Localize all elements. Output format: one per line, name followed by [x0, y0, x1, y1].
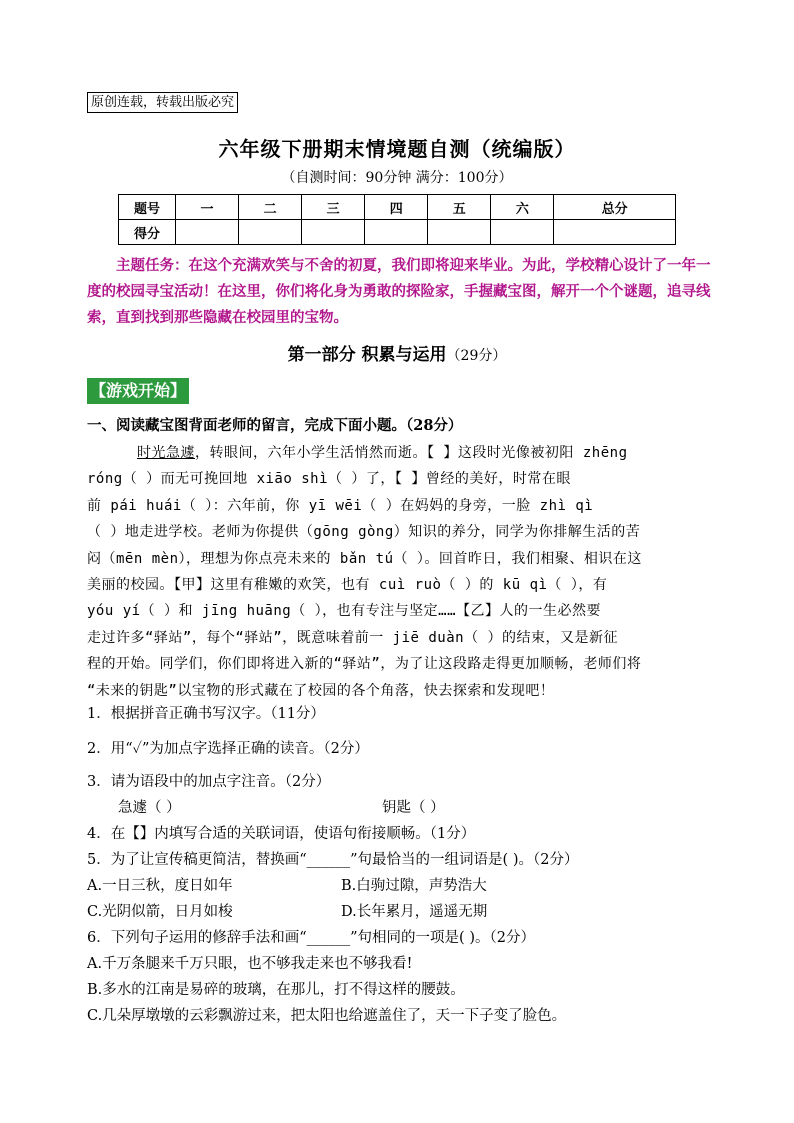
passage-line: 前 pái huái（ ）：六年前，你 yī wēi（ ）在妈妈的身旁，一脸 zhì qì: [87, 497, 594, 514]
sub-question-5: 5．为了让宣传稿更简洁，替换画“______”句最恰当的一组词语是( )。（2分）: [87, 852, 579, 868]
q3-blank-jiju[interactable]: 急遽（ ）: [118, 800, 181, 816]
passage-line: 闷（mēn mèn），理想为你点亮未来的 bǎn tú（ ）。回首昨日，我们相聚、相识在这: [87, 550, 642, 567]
passage-line: [87, 440, 709, 466]
q6-option-b[interactable]: B.多水的江南是易碎的玻璃，在那儿，打不得这样的腰鼓。: [87, 982, 465, 998]
part-title: 第一部分 积累与运用: [287, 345, 447, 365]
sub-question-1: 1．根据拼音正确书写汉字。（11分）: [87, 706, 325, 722]
q5-option-a[interactable]: A.一日三秋，度日如年: [87, 878, 233, 894]
score-blank-cell[interactable]: [302, 220, 365, 245]
score-blank-cell[interactable]: [239, 220, 302, 245]
q6-option-a[interactable]: A.千万条腿来千万只眼，也不够我走来也不够我看!: [87, 956, 413, 972]
score-header-cell: 二: [239, 195, 302, 220]
passage-line: “未来的钥匙”以宝物的形式藏在了校园的各个角落，快去探索和发现吧！: [87, 682, 555, 699]
q5-option-d[interactable]: D.长年累月，遥遥无期: [341, 904, 488, 920]
sub-question-6: 6．下列句子运用的修辞手法和画“______”句相同的一项是( )。（2分）: [87, 930, 535, 946]
score-header-cell: 四: [365, 195, 428, 220]
underlined-phrase: 时光急遽: [137, 445, 195, 461]
q5-option-b[interactable]: B.白驹过隙，声势浩大: [341, 878, 487, 894]
page-subtitle: （自测时间：90分钟 满分：100分）: [281, 170, 513, 186]
score-blank-cell[interactable]: [176, 220, 239, 245]
score-blank-cell[interactable]: [554, 220, 676, 245]
part-points: （29分）: [446, 348, 507, 364]
copyright-notice: 原创连载，转载出版必究: [87, 92, 238, 113]
score-blank-cell[interactable]: [428, 220, 491, 245]
sub-question-2: 2．用“✓”为加点字选择正确的读音。（2分）: [87, 741, 369, 757]
score-header-cell: 三: [302, 195, 365, 220]
part-heading: [0, 340, 794, 365]
score-row-label: 得分: [119, 220, 176, 245]
score-header-cell: 五: [428, 195, 491, 220]
passage-line: （ ）地走进学校。老师为你提供（gōng gòng）知识的养分，同学为你排解生活的苦: [87, 524, 641, 541]
score-table-header-row: [119, 195, 676, 220]
score-header-cell: 题号: [119, 195, 176, 220]
score-table-score-row: [119, 220, 676, 245]
passage-line: 走过许多“驿站”，每个“驿站”，既意味着前一 jiē duàn（ ）的结束，又是新征: [87, 629, 619, 646]
game-start-badge: 【游戏开始】: [87, 378, 189, 404]
question-one-heading: 一、阅读藏宝图背面老师的留言，完成下面小题。（28分）: [87, 417, 463, 434]
passage-text: ，转眼间，六年小学生活悄然而逝。【 】这段时光像被初阳 zhēng: [195, 445, 628, 461]
score-blank-cell[interactable]: [491, 220, 554, 245]
passage-line: 程的开始。同学们，你们即将进入新的“驿站”，为了让这段路走得更加顺畅，老师们将: [87, 656, 642, 673]
q3-blank-yaoshi[interactable]: 钥匙（ ）: [382, 800, 445, 816]
score-table: [118, 194, 676, 245]
passage-line: róng（ ）而无可挽回地 xiāo shì（ ）了，【 】曾经的美好，时常在眼: [87, 471, 571, 488]
passage-line: yóu yí（ ）和 jīng huāng（ ），也有专注与坚定……【乙】人的一生必然要: [87, 603, 602, 620]
teacher-message-passage: [87, 440, 709, 704]
score-header-cell: 总分: [554, 195, 676, 220]
q5-option-c[interactable]: C.光阴似箭，日月如梭: [87, 904, 233, 920]
score-header-cell: 六: [491, 195, 554, 220]
sub-question-3: 3．请为语段中的加点字注音。（2分）: [87, 774, 331, 790]
page-title: 六年级下册期末情境题自测（统编版）: [218, 137, 576, 161]
score-blank-cell[interactable]: [365, 220, 428, 245]
passage-line: 美丽的校园。【甲】这里有稚嫩的欢笑，也有 cuì ruò（ ）的 kū qì（ ），有: [87, 577, 608, 594]
score-header-cell: 一: [176, 195, 239, 220]
q6-option-c[interactable]: C.几朵厚墩墩的云彩飘游过来，把太阳也给遮盖住了，天一下子变了脸色。: [87, 1008, 567, 1024]
theme-task-text: 主题任务：在这个充满欢笑与不舍的初夏，我们即将迎来毕业。为此，学校精心设计了一年一度的校园寻宝活动！在这里，你们将化身为勇敢的探险家，手握藏宝图，解开一个个谜题，追寻线索，直到找到那些隐藏在校园里的宝物。: [87, 257, 711, 326]
sub-question-4: 4．在【】内填写合适的关联词语，使语句衔接顺畅。（1分）: [87, 826, 476, 842]
theme-task: [87, 253, 711, 331]
